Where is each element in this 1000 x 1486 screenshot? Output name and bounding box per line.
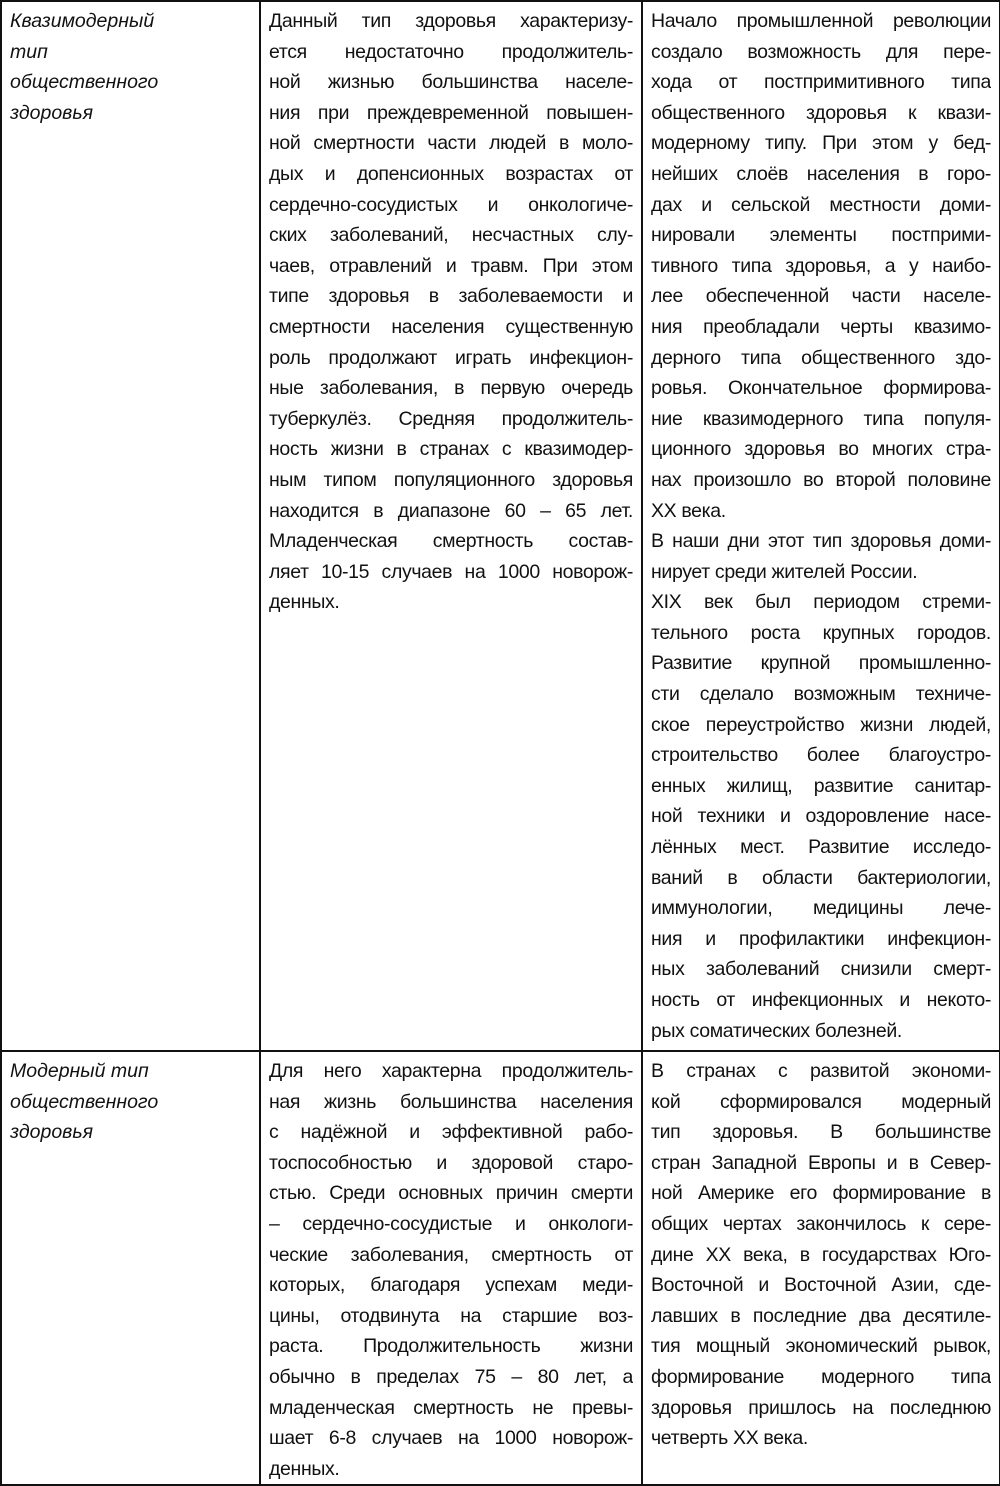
text-line: ских заболеваний, несчастных слу- [269, 224, 633, 247]
text-line: ния при преждевременной повышен- [269, 101, 633, 124]
history-cell [642, 1, 1000, 1051]
type-title-line: общественного [10, 71, 159, 94]
text-line: нировали элементы постприми- [651, 224, 991, 247]
text-line: ционного здоровья во многих стра- [651, 438, 991, 461]
text-line: тивного типа здоровья, а у наибо- [651, 254, 991, 277]
text-line: – сердечно-сосудистые и онкологи- [269, 1212, 633, 1235]
text-line: цины, отодвинута на старшие воз- [269, 1304, 633, 1327]
text-line: сти сделало возможным техниче- [651, 683, 991, 706]
text-line: здоровья пришлось на последнюю [651, 1396, 991, 1419]
text-line: В наши дни этот тип здоровья доми- [651, 530, 991, 553]
text-line: нирует среди жителей России. [651, 560, 918, 583]
text-line: ной жизнью большинства населе- [269, 71, 633, 94]
type-title-line: Модерный тип [10, 1060, 149, 1082]
text-line: чаев, отравлений и травм. При этом [269, 254, 633, 277]
text-line: ется недостаточно продолжитель- [269, 40, 633, 63]
text-line: строительство более благоустро- [651, 744, 991, 767]
table-row-modern [1, 1051, 1000, 1485]
text-line: ность жизни в странах с квазимодер- [269, 438, 633, 461]
text-line: Развитие крупной промышленно- [651, 652, 991, 675]
text-line: иммунологии, медицины лече- [651, 897, 991, 920]
text-line: дине XX века, в государствах Юго- [651, 1243, 991, 1266]
paragraph [269, 6, 633, 618]
table-row-quasimodern [1, 1, 1000, 1051]
text-line: лённых мест. Развитие исследо- [651, 836, 991, 859]
text-line: ние квазимодерного типа популя- [651, 407, 991, 430]
text-line: формирование модерного типа [651, 1365, 991, 1388]
text-line: обычно в пределах 75 – 80 лет, а [269, 1365, 633, 1388]
text-line: нах произошло во второй половине [651, 468, 991, 491]
text-line: находится в диапазоне 60 – 65 лет. [269, 499, 633, 522]
text-line: ной смертности части людей в моло- [269, 132, 633, 155]
text-line: общественного здоровья к квази- [651, 101, 991, 124]
text-line: В странах с развитой экономи- [651, 1060, 991, 1082]
text-line: лее обеспеченной части населе- [651, 285, 991, 308]
text-line: четверть XX века. [651, 1427, 808, 1450]
text-line: смертности населения существенную [269, 315, 633, 338]
paragraph [269, 1056, 633, 1484]
text-line: с надёжной и эффективной рабо- [269, 1121, 633, 1144]
paragraph [651, 1056, 991, 1454]
text-line: ной Америке его формирование в [651, 1182, 991, 1205]
text-line: кой сформировался модерный [651, 1090, 991, 1113]
text-line: ные заболевания, в первую очередь [269, 377, 633, 400]
text-line: младенческая смертность не превы- [269, 1396, 633, 1419]
text-line: раста. Продолжительность жизни [269, 1335, 633, 1358]
text-line: тип здоровья. В большинстве [651, 1121, 991, 1144]
text-line: Для него характерна продолжитель- [269, 1060, 633, 1082]
text-line: общих чертах закончилось к сере- [651, 1212, 991, 1235]
text-line: ным типом популяционного здоровья [269, 468, 633, 491]
description-cell [260, 1, 642, 1051]
text-line: енных жилищ, развитие санитар- [651, 774, 991, 797]
text-line: ческие заболевания, смертность от [269, 1243, 633, 1266]
text-line: Начало промышленной революции [651, 10, 991, 32]
type-title-line: здоровья [10, 1121, 94, 1144]
text-line: роль продолжают играть инфекцион- [269, 346, 633, 369]
text-line: ния и профилактики инфекцион- [651, 927, 991, 950]
history-cell [642, 1051, 1000, 1485]
text-line: Данный тип здоровья характеризу- [269, 10, 633, 32]
text-line: ния преобладали черты квазимо- [651, 315, 991, 338]
text-line: стран Западной Европы и в Север- [651, 1151, 991, 1174]
text-line: ское переустройство жизни людей, [651, 713, 991, 736]
type-title-line: тип [10, 40, 48, 63]
text-line: шает 6-8 случаев на 1000 новорож- [269, 1427, 633, 1450]
type-cell [1, 1051, 260, 1485]
text-line: денных. [269, 1457, 340, 1480]
text-line: дых и допенсионных возрастах от [269, 162, 633, 185]
text-line: ных заболеваний снизили смерт- [651, 958, 991, 981]
text-line: нейших слоёв населения в горо- [651, 162, 991, 185]
text-line: дах и сельской местности доми- [651, 193, 991, 216]
type-title-line: Квазимодерный [10, 10, 155, 32]
text-line: XIX век был периодом стреми- [651, 591, 991, 614]
text-line: типе здоровья в заболеваемости и [269, 285, 633, 308]
type-title-line: общественного [10, 1090, 159, 1113]
description-cell [260, 1051, 642, 1485]
text-line: ная жизнь большинства населения [269, 1090, 633, 1113]
text-line: ность от инфекционных и некото- [651, 989, 991, 1011]
paragraph [651, 526, 991, 587]
text-line: сердечно-сосудистых и онкологиче- [269, 193, 633, 216]
text-line: лавших в последние два десятиле- [651, 1304, 991, 1327]
text-line: XX века. [651, 499, 726, 522]
text-line: модерному типу. При этом у бед- [651, 132, 991, 155]
text-line: Восточной и Восточной Азии, сде- [651, 1274, 991, 1297]
text-line: стью. Среди основных причин смерти [269, 1182, 633, 1205]
text-line: Младенческая смертность состав- [269, 530, 633, 553]
text-line: ной техники и оздоровление насе- [651, 805, 991, 828]
text-line: рых соматических болезней. [651, 1019, 902, 1042]
paragraph [651, 587, 991, 1046]
text-line: тельного роста крупных городов. [651, 621, 991, 644]
text-line: ваний в области бактериологии, [651, 866, 991, 889]
text-line: ровья. Окончательное формирова- [651, 377, 991, 400]
paragraph [651, 6, 991, 526]
type-cell [1, 1, 260, 1051]
text-line: туберкулёз. Средняя продолжитель- [269, 407, 633, 430]
type-title-line: здоровья [10, 101, 94, 124]
text-line: тоспособностью и здоровой старо- [269, 1151, 633, 1174]
text-line: ляет 10-15 случаев на 1000 новорож- [269, 560, 633, 583]
text-line: хода от постпримитивного типа [651, 71, 991, 94]
text-line: тия мощный экономический рывок, [651, 1335, 991, 1358]
text-line: создало возможность для пере- [651, 40, 991, 63]
text-line: денных. [269, 591, 340, 614]
text-line: дерного типа общественного здо- [651, 346, 991, 369]
text-line: которых, благодаря успехам меди- [269, 1274, 633, 1297]
